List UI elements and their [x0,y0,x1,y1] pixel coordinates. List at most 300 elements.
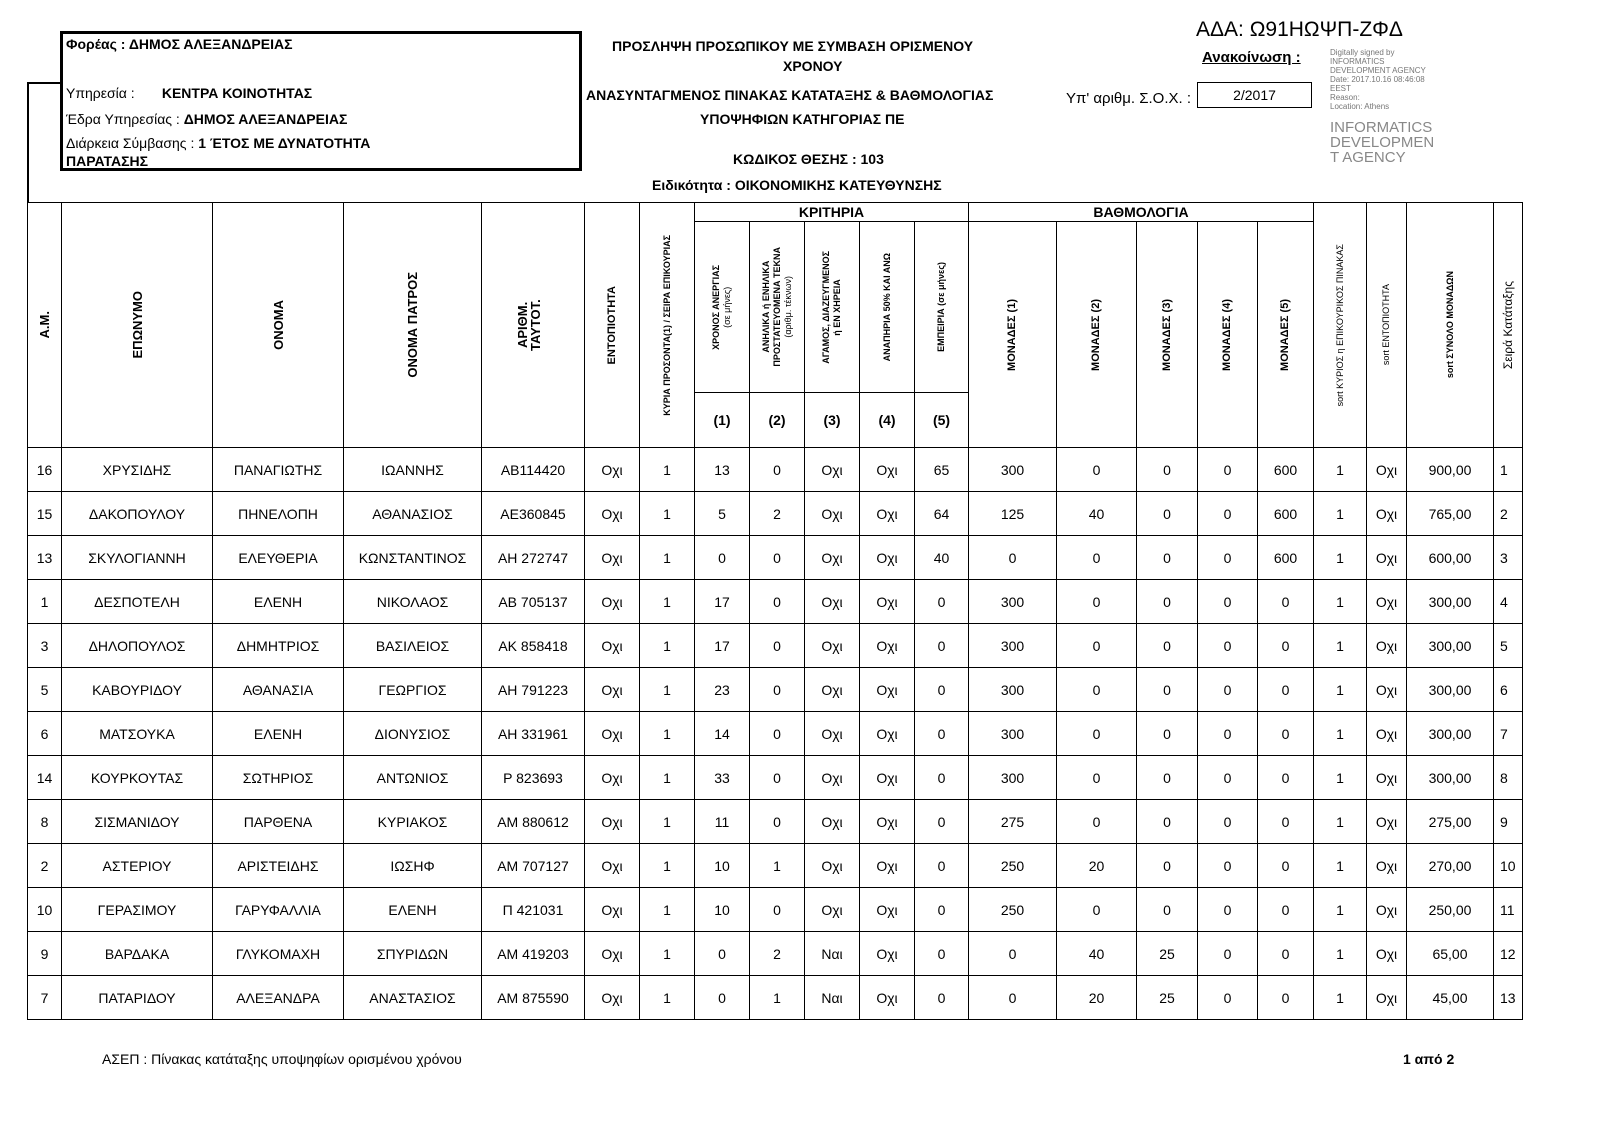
cell-onoma: ΕΛΕΥΘΕΡΙΑ [213,536,344,580]
title-2: ΑΝΑΣΥΝΤΑΓΜΕΝΟΣ ΠΙΝΑΚΑΣ ΚΑΤΑΤΑΞΗΣ & ΒΑΘΜΟΛΟΓΙΑΣ [586,87,994,103]
cell-c1: 0 [695,536,750,580]
cell-sort-entopiotita: Οχι [1367,756,1407,800]
cell-onoma: ΕΛΕΝΗ [213,712,344,756]
cell-m1: 125 [969,492,1057,536]
cell-entopiotita: Οχι [585,492,640,536]
cell-m2: 20 [1057,976,1137,1020]
cell-m5: 0 [1258,932,1314,976]
cell-sort-kyrios: 1 [1314,756,1367,800]
cell-sort-kyrios: 1 [1314,536,1367,580]
cell-c5: 0 [915,932,969,976]
col-seira: Σειρά Κατάταξης [1494,203,1523,448]
cell-patros: ΙΩΣΗΦ [344,844,482,888]
table-row [28,932,1523,976]
cell-m5: 0 [1258,712,1314,756]
cell-c1: 17 [695,580,750,624]
cell-m3: 0 [1137,756,1198,800]
cell-m4: 0 [1198,624,1258,668]
cell-seira: 4 [1494,580,1523,624]
cell-kyria: 1 [640,712,695,756]
diarkeia-line: Διάρκεια Σύμβασης : 1 ΈΤΟΣ ΜΕ ΔΥΝΑΤΟΤΗΤΑ [66,135,371,151]
ypiresia-line: Υπηρεσία : ΚΕΝΤΡΑ ΚΟΙΝΟΤΗΤΑΣ [66,85,313,101]
cell-kyria: 1 [640,536,695,580]
cell-onoma: ΓΑΡΥΦΑΛΛΙΑ [213,888,344,932]
cell-seira: 5 [1494,624,1523,668]
col-patros: ΟΝΟΜΑ ΠΑΤΡΟΣ [344,203,482,448]
cell-taytotita: ΑΚ 858418 [482,624,585,668]
cell-c5: 64 [915,492,969,536]
cell-c2: 2 [750,492,805,536]
cell-seira: 11 [1494,888,1523,932]
cell-eponymo: ΒΑΡΔΑΚΑ [62,932,213,976]
cell-m2: 0 [1057,712,1137,756]
cell-c4: Οχι [860,712,915,756]
cell-entopiotita: Οχι [585,976,640,1020]
cell-m3: 0 [1137,448,1198,492]
cell-m3: 0 [1137,888,1198,932]
cell-kyria: 1 [640,668,695,712]
cell-c1: 13 [695,448,750,492]
cell-m1: 0 [969,932,1057,976]
cell-m5: 600 [1258,536,1314,580]
cell-kyria: 1 [640,976,695,1020]
cell-taytotita: ΑΕ360845 [482,492,585,536]
cell-c1: 11 [695,800,750,844]
cell-taytotita: ΑΜ 707127 [482,844,585,888]
cell-m2: 0 [1057,448,1137,492]
cell-c5: 0 [915,756,969,800]
footer-text: ΑΣΕΠ : Πίνακας κατάταξης υποψηφίων ορισμένου χρόνου [102,1051,462,1067]
cell-m2: 0 [1057,536,1137,580]
cell-am: 1 [28,580,62,624]
cell-eponymo: ΧΡΥΣΙΔΗΣ [62,448,213,492]
col-n3: (3) [805,393,860,448]
cell-taytotita: ΑΜ 419203 [482,932,585,976]
cell-c2: 0 [750,888,805,932]
cell-m3: 0 [1137,536,1198,580]
cell-kyria: 1 [640,800,695,844]
page-number: 1 από 2 [1403,1051,1455,1067]
cell-patros: ΑΝΤΩΝΙΟΣ [344,756,482,800]
col-sort-entopiotita: sort ΕΝΤΟΠΙΟΤΗΤΑ [1367,203,1407,448]
cell-kyria: 1 [640,888,695,932]
cell-m3: 0 [1137,712,1198,756]
cell-c4: Οχι [860,448,915,492]
sox-number: 2/2017 [1197,82,1312,108]
cell-entopiotita: Οχι [585,932,640,976]
cell-seira: 6 [1494,668,1523,712]
col-entopiotita: ΕΝΤΟΠΙΟΤΗΤΑ [585,203,640,448]
cell-c4: Οχι [860,976,915,1020]
cell-onoma: ΔΗΜΗΤΡΙΟΣ [213,624,344,668]
cell-m4: 0 [1198,536,1258,580]
cell-m1: 250 [969,888,1057,932]
cell-taytotita: ΑΗ 791223 [482,668,585,712]
cell-am: 13 [28,536,62,580]
cell-c2: 2 [750,932,805,976]
cell-entopiotita: Οχι [585,624,640,668]
cell-taytotita: Ρ 823693 [482,756,585,800]
col-onoma: ΟΝΟΜΑ [213,203,344,448]
cell-patros: ΚΥΡΙΑΚΟΣ [344,800,482,844]
cell-eponymo: ΓΕΡΑΣΙΜΟΥ [62,888,213,932]
table-row [28,668,1523,712]
cell-patros: ΑΘΑΝΑΣΙΟΣ [344,492,482,536]
cell-eponymo: ΚΑΒΟΥΡΙΔΟΥ [62,668,213,712]
cell-m4: 0 [1198,800,1258,844]
cell-kyria: 1 [640,492,695,536]
cell-m2: 40 [1057,932,1137,976]
cell-sort-kyrios: 1 [1314,580,1367,624]
table-body [28,448,1523,1020]
cell-sort-total: 900,00 [1407,448,1494,492]
cell-c5: 0 [915,888,969,932]
sox-label: Υπ' αριθμ. Σ.Ο.Χ. : [1066,90,1192,107]
col-c2: ΑΝΗΛΙΚΑ ή ΕΝΗΛΙΚΑ ΠΡΟΣΤΑΤΕΥΟΜΕΝΑ ΤΕΚΝΑ (αριθμ. τέκνων) [750,222,805,393]
cell-am: 10 [28,888,62,932]
cell-c4: Οχι [860,580,915,624]
cell-m2: 40 [1057,492,1137,536]
cell-seira: 12 [1494,932,1523,976]
cell-m2: 20 [1057,844,1137,888]
cell-m3: 0 [1137,668,1198,712]
cell-taytotita: ΑΜ 875590 [482,976,585,1020]
title-3: ΥΠΟΨΗΦΙΩΝ ΚΑΤΗΓΟΡΙΑΣ ΠΕ [700,111,905,127]
cell-m3: 0 [1137,624,1198,668]
col-sort-total: sort ΣΥΝΟΛΟ ΜΟΝΑΔΩΝ [1407,203,1494,448]
cell-onoma: ΠΑΡΘΕΝΑ [213,800,344,844]
cell-m3: 0 [1137,844,1198,888]
cell-c1: 5 [695,492,750,536]
cell-c3: Οχι [805,492,860,536]
cell-sort-kyrios: 1 [1314,932,1367,976]
cell-taytotita: ΑΜ 880612 [482,800,585,844]
cell-m3: 0 [1137,580,1198,624]
edra: ΔΗΜΟΣ ΑΛΕΞΑΝΔΡΕΙΑΣ [183,111,348,127]
cell-c2: 0 [750,536,805,580]
cell-c2: 1 [750,844,805,888]
ranking-table [27,202,1523,1020]
cell-eponymo: ΣΙΣΜΑΝΙΔΟΥ [62,800,213,844]
col-n2: (2) [750,393,805,448]
cell-seira: 13 [1494,976,1523,1020]
cell-m4: 0 [1198,492,1258,536]
cell-c5: 65 [915,448,969,492]
col-n4: (4) [860,393,915,448]
cell-onoma: ΑΘΑΝΑΣΙΑ [213,668,344,712]
cell-sort-kyrios: 1 [1314,844,1367,888]
table-row [28,888,1523,932]
cell-am: 6 [28,712,62,756]
cell-c5: 40 [915,536,969,580]
cell-c4: Οχι [860,756,915,800]
cell-entopiotita: Οχι [585,800,640,844]
position-code: ΚΩΔΙΚΟΣ ΘΕΣΗΣ : 103 [733,151,884,167]
cell-seira: 1 [1494,448,1523,492]
cell-kyria: 1 [640,624,695,668]
cell-eponymo: ΑΣΤΕΡΙΟΥ [62,844,213,888]
cell-sort-entopiotita: Οχι [1367,668,1407,712]
cell-m5: 0 [1258,888,1314,932]
cell-onoma: ΑΡΙΣΤΕΙΔΗΣ [213,844,344,888]
cell-sort-kyrios: 1 [1314,448,1367,492]
cell-sort-total: 300,00 [1407,580,1494,624]
cell-sort-total: 300,00 [1407,756,1494,800]
table-row [28,800,1523,844]
cell-c1: 17 [695,624,750,668]
cell-patros: ΔΙΟΝΥΣΙΟΣ [344,712,482,756]
cell-c5: 0 [915,580,969,624]
cell-c4: Οχι [860,800,915,844]
table-row [28,976,1523,1020]
cell-sort-kyrios: 1 [1314,888,1367,932]
cell-sort-kyrios: 1 [1314,800,1367,844]
cell-sort-kyrios: 1 [1314,492,1367,536]
cell-am: 3 [28,624,62,668]
cell-patros: ΒΑΣΙΛΕΙΟΣ [344,624,482,668]
cell-entopiotita: Οχι [585,536,640,580]
cell-c1: 23 [695,668,750,712]
cell-patros: ΕΛΕΝΗ [344,888,482,932]
cell-onoma: ΕΛΕΝΗ [213,580,344,624]
cell-c1: 10 [695,888,750,932]
cell-c5: 0 [915,624,969,668]
cell-taytotita: ΑΗ 272747 [482,536,585,580]
frame-line [27,82,61,202]
cell-c3: Οχι [805,536,860,580]
cell-eponymo: ΜΑΤΣΟΥΚΑ [62,712,213,756]
cell-c1: 10 [695,844,750,888]
cell-onoma: ΠΗΝΕΛΟΠΗ [213,492,344,536]
cell-m5: 0 [1258,580,1314,624]
cell-eponymo: ΔΑΚΟΠΟΥΛΟΥ [62,492,213,536]
cell-c3: Οχι [805,756,860,800]
cell-sort-total: 300,00 [1407,624,1494,668]
signature-details: Digitally signed by INFORMATICS DEVELOPMENT AGENCY Date: 2017.10.16 08:46:08 EEST Reason: Location: Athens [1330,48,1426,111]
cell-m5: 0 [1258,624,1314,668]
cell-c1: 33 [695,756,750,800]
cell-eponymo: ΠΑΤΑΡΙΔΟΥ [62,976,213,1020]
cell-m3: 0 [1137,492,1198,536]
cell-m1: 0 [969,976,1057,1020]
cell-m5: 0 [1258,844,1314,888]
cell-m5: 600 [1258,492,1314,536]
info-box [60,31,582,171]
cell-sort-kyrios: 1 [1314,624,1367,668]
cell-am: 16 [28,448,62,492]
cell-c3: Ναι [805,932,860,976]
cell-patros: ΣΠΥΡΙΔΩΝ [344,932,482,976]
cell-kyria: 1 [640,756,695,800]
table-row [28,624,1523,668]
cell-sort-kyrios: 1 [1314,712,1367,756]
cell-c3: Οχι [805,624,860,668]
cell-sort-total: 45,00 [1407,976,1494,1020]
cell-entopiotita: Οχι [585,712,640,756]
cell-kyria: 1 [640,580,695,624]
col-sort-kyrios: sort ΚΥΡΙΟΣ η ΕΠΙΚΟΥΡΙΚΟΣ ΠΙΝΑΚΑΣ [1314,203,1367,448]
cell-m1: 300 [969,712,1057,756]
cell-patros: ΚΩΝΣΤΑΝΤΙΝΟΣ [344,536,482,580]
title-1: ΠΡΟΣΛΗΨΗ ΠΡΟΣΩΠΙΚΟΥ ΜΕ ΣΥΜΒΑΣΗ ΟΡΙΣΜΕΝΟΥ [612,38,974,54]
cell-c5: 0 [915,712,969,756]
cell-patros: ΙΩΑΝΝΗΣ [344,448,482,492]
cell-sort-entopiotita: Οχι [1367,976,1407,1020]
col-m3: ΜΟΝΑΔΕΣ (3) [1137,222,1198,448]
cell-am: 9 [28,932,62,976]
col-m1: ΜΟΝΑΔΕΣ (1) [969,222,1057,448]
cell-m4: 0 [1198,976,1258,1020]
cell-c3: Οχι [805,844,860,888]
cell-m4: 0 [1198,448,1258,492]
cell-eponymo: ΣΚΥΛΟΓΙΑΝΝΗ [62,536,213,580]
cell-sort-entopiotita: Οχι [1367,712,1407,756]
cell-c4: Οχι [860,888,915,932]
cell-m1: 300 [969,580,1057,624]
cell-sort-entopiotita: Οχι [1367,932,1407,976]
cell-m1: 300 [969,756,1057,800]
cell-kyria: 1 [640,844,695,888]
table-row [28,756,1523,800]
cell-seira: 8 [1494,756,1523,800]
col-am: Α.Μ. [28,203,62,448]
cell-c4: Οχι [860,668,915,712]
cell-c4: Οχι [860,536,915,580]
cell-c5: 0 [915,668,969,712]
col-m4: ΜΟΝΑΔΕΣ (4) [1198,222,1258,448]
cell-m4: 0 [1198,844,1258,888]
cell-taytotita: ΑΒ114420 [482,448,585,492]
cell-sort-kyrios: 1 [1314,976,1367,1020]
cell-entopiotita: Οχι [585,756,640,800]
cell-eponymo: ΔΕΣΠΟΤΕΛΗ [62,580,213,624]
cell-m1: 300 [969,624,1057,668]
cell-seira: 2 [1494,492,1523,536]
cell-sort-entopiotita: Οχι [1367,624,1407,668]
cell-c3: Οχι [805,668,860,712]
cell-am: 7 [28,976,62,1020]
cell-c5: 0 [915,976,969,1020]
cell-c3: Οχι [805,712,860,756]
cell-sort-entopiotita: Οχι [1367,888,1407,932]
cell-sort-entopiotita: Οχι [1367,492,1407,536]
cell-c4: Οχι [860,624,915,668]
cell-m4: 0 [1198,756,1258,800]
group-vathmologia: ΒΑΘΜΟΛΟΓΙΑ [969,203,1314,222]
cell-m1: 300 [969,448,1057,492]
table-row [28,844,1523,888]
col-kyria: ΚΥΡΙΑ ΠΡΟΣΟΝΤΑ(1) / ΣΕΙΡΑ ΕΠΙΚΟΥΡΙΑΣ [640,203,695,448]
cell-m2: 0 [1057,580,1137,624]
col-c1: ΧΡΟΝΟΣ ΑΝΕΡΓΙΑΣ (σε μήνες) [695,222,750,393]
cell-c3: Οχι [805,448,860,492]
cell-m1: 275 [969,800,1057,844]
cell-seira: 9 [1494,800,1523,844]
col-eponymo: ΕΠΩΝΥΜΟ [62,203,213,448]
diarkeia-cont: ΠΑΡΑΤΑΣΗΣ [66,153,149,169]
cell-sort-kyrios: 1 [1314,668,1367,712]
cell-onoma: ΑΛΕΞΑΝΔΡΑ [213,976,344,1020]
edra-line: Έδρα Υπηρεσίας : ΔΗΜΟΣ ΑΛΕΞΑΝΔΡΕΙΑΣ [66,111,348,127]
col-m5: ΜΟΝΑΔΕΣ (5) [1258,222,1314,448]
specialty: Ειδικότητα : ΟΙΚΟΝΟΜΙΚΗΣ ΚΑΤΕΥΘΥΝΣΗΣ [652,177,942,193]
cell-m2: 0 [1057,800,1137,844]
cell-am: 8 [28,800,62,844]
cell-sort-total: 300,00 [1407,668,1494,712]
cell-entopiotita: Οχι [585,888,640,932]
cell-patros: ΑΝΑΣΤΑΣΙΟΣ [344,976,482,1020]
col-c3: ΑΓΑΜΟΣ, ΔΙΑΖΕΥΓΜΕΝΟΣ ή ΕΝ ΧΗΡΕΙΑ [805,222,860,393]
cell-m4: 0 [1198,888,1258,932]
cell-sort-total: 270,00 [1407,844,1494,888]
cell-m2: 0 [1057,624,1137,668]
table-row [28,492,1523,536]
col-n1: (1) [695,393,750,448]
cell-seira: 3 [1494,536,1523,580]
cell-patros: ΝΙΚΟΛΑΟΣ [344,580,482,624]
cell-onoma: ΣΩΤΗΡΙΟΣ [213,756,344,800]
table-row [28,448,1523,492]
cell-m2: 0 [1057,756,1137,800]
cell-c1: 14 [695,712,750,756]
cell-c2: 0 [750,668,805,712]
cell-c4: Οχι [860,492,915,536]
cell-m4: 0 [1198,580,1258,624]
cell-m5: 0 [1258,800,1314,844]
cell-am: 14 [28,756,62,800]
cell-c2: 0 [750,448,805,492]
group-kritiria: ΚΡΙΤΗΡΙΑ [695,203,969,222]
table-row [28,712,1523,756]
cell-sort-total: 275,00 [1407,800,1494,844]
cell-sort-total: 300,00 [1407,712,1494,756]
cell-c2: 0 [750,712,805,756]
cell-taytotita: Π 421031 [482,888,585,932]
cell-c2: 0 [750,800,805,844]
cell-onoma: ΠΑΝΑΓΙΩΤΗΣ [213,448,344,492]
cell-m5: 600 [1258,448,1314,492]
cell-sort-total: 250,00 [1407,888,1494,932]
ada-code: ΑΔΑ: Ω91ΗΩΨΠ-ΖΦΔ [1196,18,1403,41]
cell-m4: 0 [1198,668,1258,712]
cell-m2: 0 [1057,668,1137,712]
cell-c5: 0 [915,844,969,888]
cell-m3: 0 [1137,800,1198,844]
cell-c2: 0 [750,624,805,668]
cell-m5: 0 [1258,756,1314,800]
col-n5: (5) [915,393,969,448]
col-m2: ΜΟΝΑΔΕΣ (2) [1057,222,1137,448]
cell-c5: 0 [915,800,969,844]
cell-m4: 0 [1198,932,1258,976]
cell-entopiotita: Οχι [585,844,640,888]
cell-m5: 0 [1258,668,1314,712]
cell-taytotita: ΑΒ 705137 [482,580,585,624]
announcement-label: Ανακοίνωση : [1202,49,1301,66]
cell-entopiotita: Οχι [585,668,640,712]
cell-sort-entopiotita: Οχι [1367,536,1407,580]
cell-entopiotita: Οχι [585,580,640,624]
cell-sort-entopiotita: Οχι [1367,580,1407,624]
cell-sort-total: 65,00 [1407,932,1494,976]
cell-c1: 0 [695,932,750,976]
cell-m3: 25 [1137,976,1198,1020]
cell-c4: Οχι [860,844,915,888]
cell-m1: 300 [969,668,1057,712]
cell-am: 2 [28,844,62,888]
col-c5: ΕΜΠΕΙΡΙΑ (σε μήνες) [915,222,969,393]
cell-taytotita: ΑΗ 331961 [482,712,585,756]
